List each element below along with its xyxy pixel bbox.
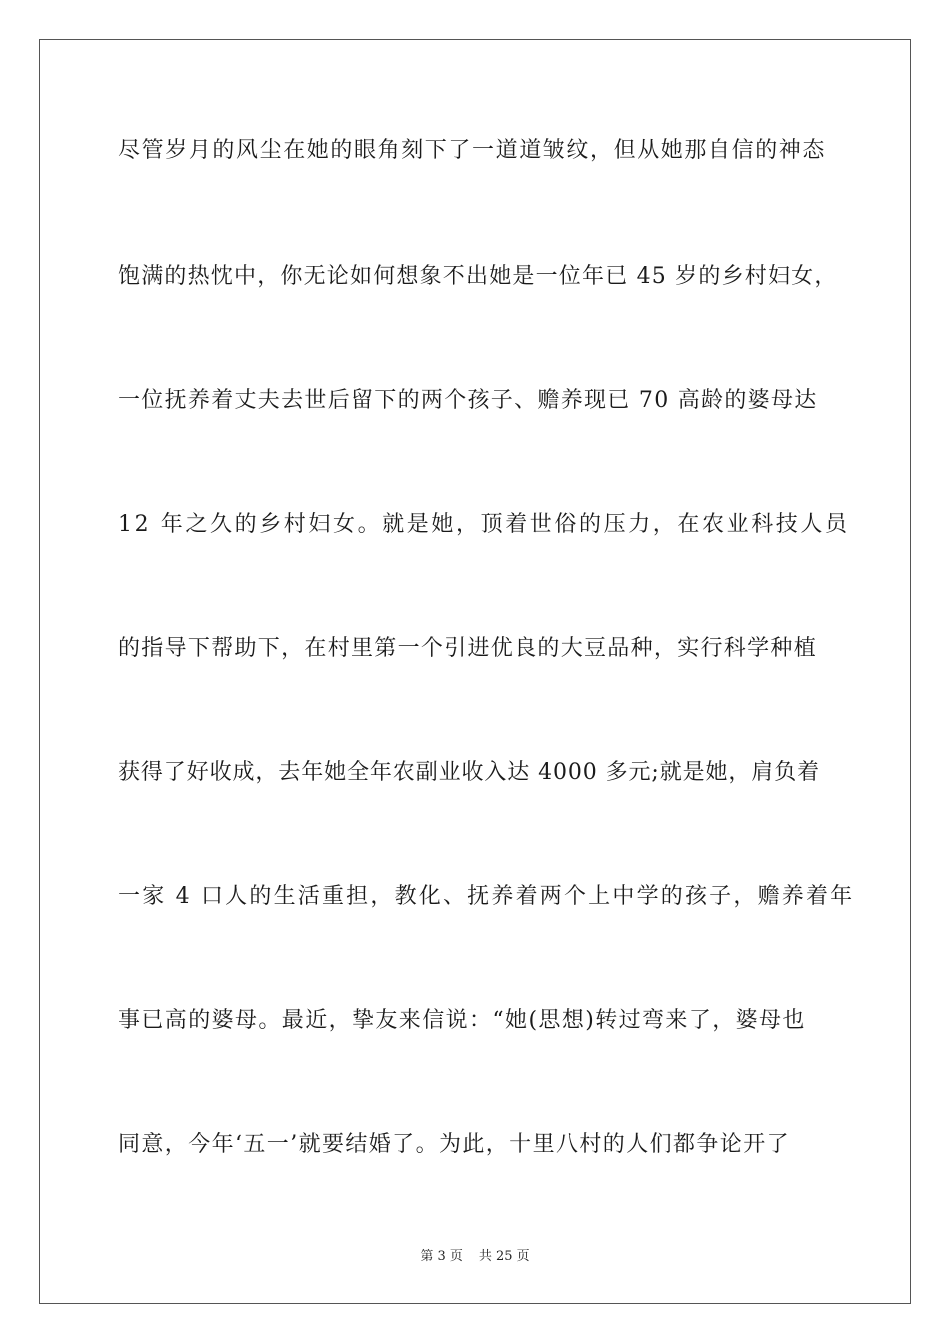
text-line: 12 年之久的乡村妇女。就是她，顶着世俗的压力，在农业科技人员	[118, 512, 850, 537]
total-pages: 共 25 页	[478, 1249, 530, 1264]
text-line: 饱满的热忱中，你无论如何想象不出她是一位年已 45 岁的乡村妇女，	[118, 264, 838, 289]
text-line: 事已高的婆母。最近，挚友来信说：“她(思想)转过弯来了，婆母也	[118, 1008, 806, 1033]
current-page-number: 第 3 页	[420, 1249, 463, 1264]
text-line: 一家 4 口人的生活重担，教化、抚养着两个上中学的孩子，赡养着年	[118, 884, 855, 909]
page-footer	[0, 1248, 950, 1266]
text-line: 获得了好收成，去年她全年农副业收入达 4000 多元;就是她，肩负着	[118, 760, 820, 785]
text-line: 尽管岁月的风尘在她的眼角刻下了一道道皱纹，但从她那自信的神态	[118, 138, 827, 163]
text-line: 的指导下帮助下，在村里第一个引进优良的大豆品种，实行科学种植	[118, 636, 818, 661]
text-line: 同意，今年‘五一’就要结婚了。为此，十里八村的人们都争论开了	[118, 1132, 790, 1157]
text-line: 一位抚养着丈夫去世后留下的两个孩子、赡养现已 70 高龄的婆母达	[118, 388, 818, 413]
page-border	[39, 39, 911, 1304]
